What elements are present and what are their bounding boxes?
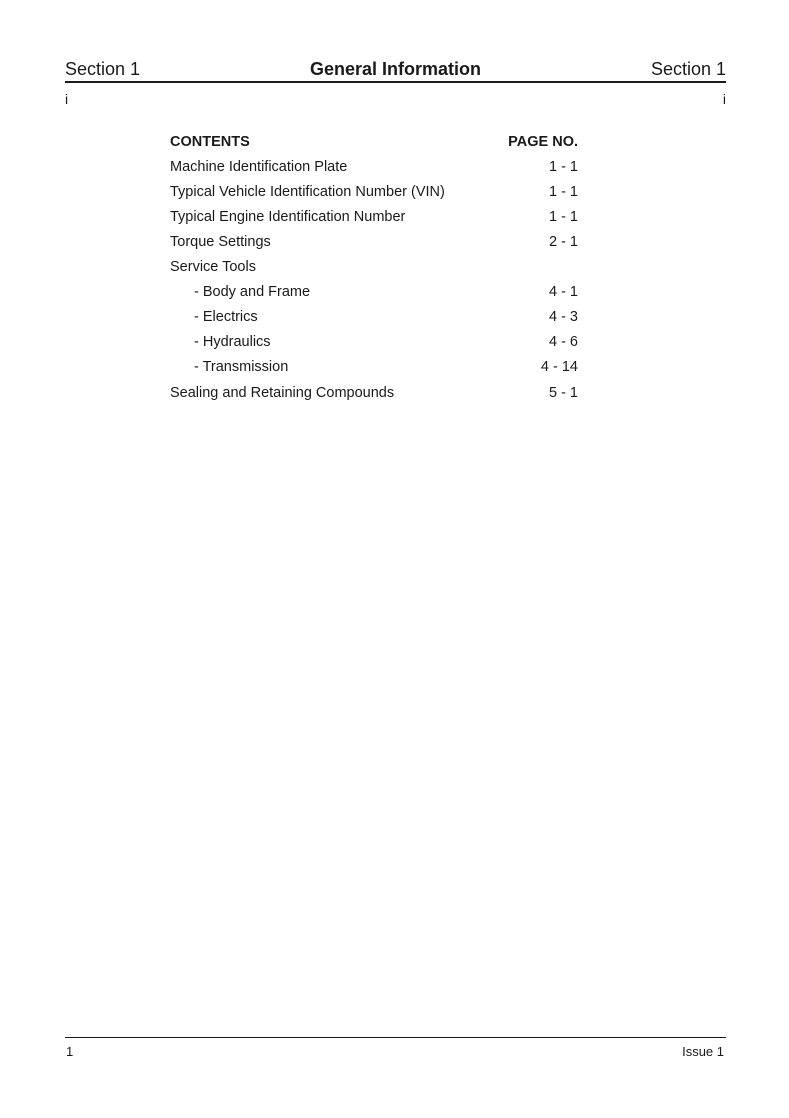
toc-item-page: 1 - 1 <box>548 184 578 200</box>
toc-item-label: - Electrics <box>194 309 258 325</box>
toc-item-label: - Body and Frame <box>194 284 311 300</box>
toc-item-sealing-compounds[interactable] <box>170 383 578 408</box>
toc-subitem-transmission[interactable] <box>170 357 578 382</box>
header-section-left: Section 1 <box>65 59 141 79</box>
toc-subitem-body-and-frame[interactable] <box>170 282 578 307</box>
page-roman-right: i <box>722 91 726 107</box>
footer-issue: Issue 1 <box>682 1044 724 1059</box>
header-title: General Information <box>309 59 482 79</box>
toc-item-page: 4 - 14 <box>540 359 578 375</box>
toc-item-page: 5 - 1 <box>548 385 578 401</box>
toc-page-heading: PAGE NO. <box>508 134 578 150</box>
page-header <box>65 58 726 82</box>
toc-item-vin[interactable] <box>170 182 578 207</box>
toc-item-label: Sealing and Retaining Compounds <box>170 385 395 401</box>
toc-item-label: Torque Settings <box>170 234 271 250</box>
toc-subitem-hydraulics[interactable] <box>170 332 578 357</box>
toc-item-page: 4 - 6 <box>548 334 578 350</box>
toc-item-label: - Hydraulics <box>194 334 271 350</box>
toc-item-page: 2 - 1 <box>548 234 578 250</box>
toc-item-page: 1 - 1 <box>548 209 578 225</box>
toc-item-label: - Transmission <box>194 359 289 375</box>
toc-item-page: 1 - 1 <box>548 159 578 175</box>
footer-divider <box>65 1037 726 1038</box>
toc-contents-heading: CONTENTS <box>170 134 250 150</box>
toc-item-label: Typical Engine Identification Number <box>170 209 406 225</box>
toc-header-row <box>170 132 578 154</box>
header-divider <box>65 81 726 83</box>
toc-item-torque-settings[interactable] <box>170 232 578 257</box>
toc-item-service-tools[interactable] <box>170 257 578 282</box>
footer-page-number: 1 <box>66 1044 74 1059</box>
toc-item-engine-identification-number[interactable] <box>170 207 578 232</box>
toc-item-machine-identification-plate[interactable] <box>170 157 578 182</box>
toc-subitem-electrics[interactable] <box>170 307 578 332</box>
toc-item-page: 4 - 1 <box>548 284 578 300</box>
header-section-right: Section 1 <box>650 59 726 79</box>
toc-item-label: Machine Identification Plate <box>170 159 348 175</box>
toc-item-page: 4 - 3 <box>548 309 578 325</box>
toc-item-label: Service Tools <box>170 259 256 275</box>
table-of-contents <box>170 132 578 408</box>
toc-item-label: Typical Vehicle Identification Number (VIN) <box>170 184 445 200</box>
page-roman-left: i <box>65 91 69 107</box>
